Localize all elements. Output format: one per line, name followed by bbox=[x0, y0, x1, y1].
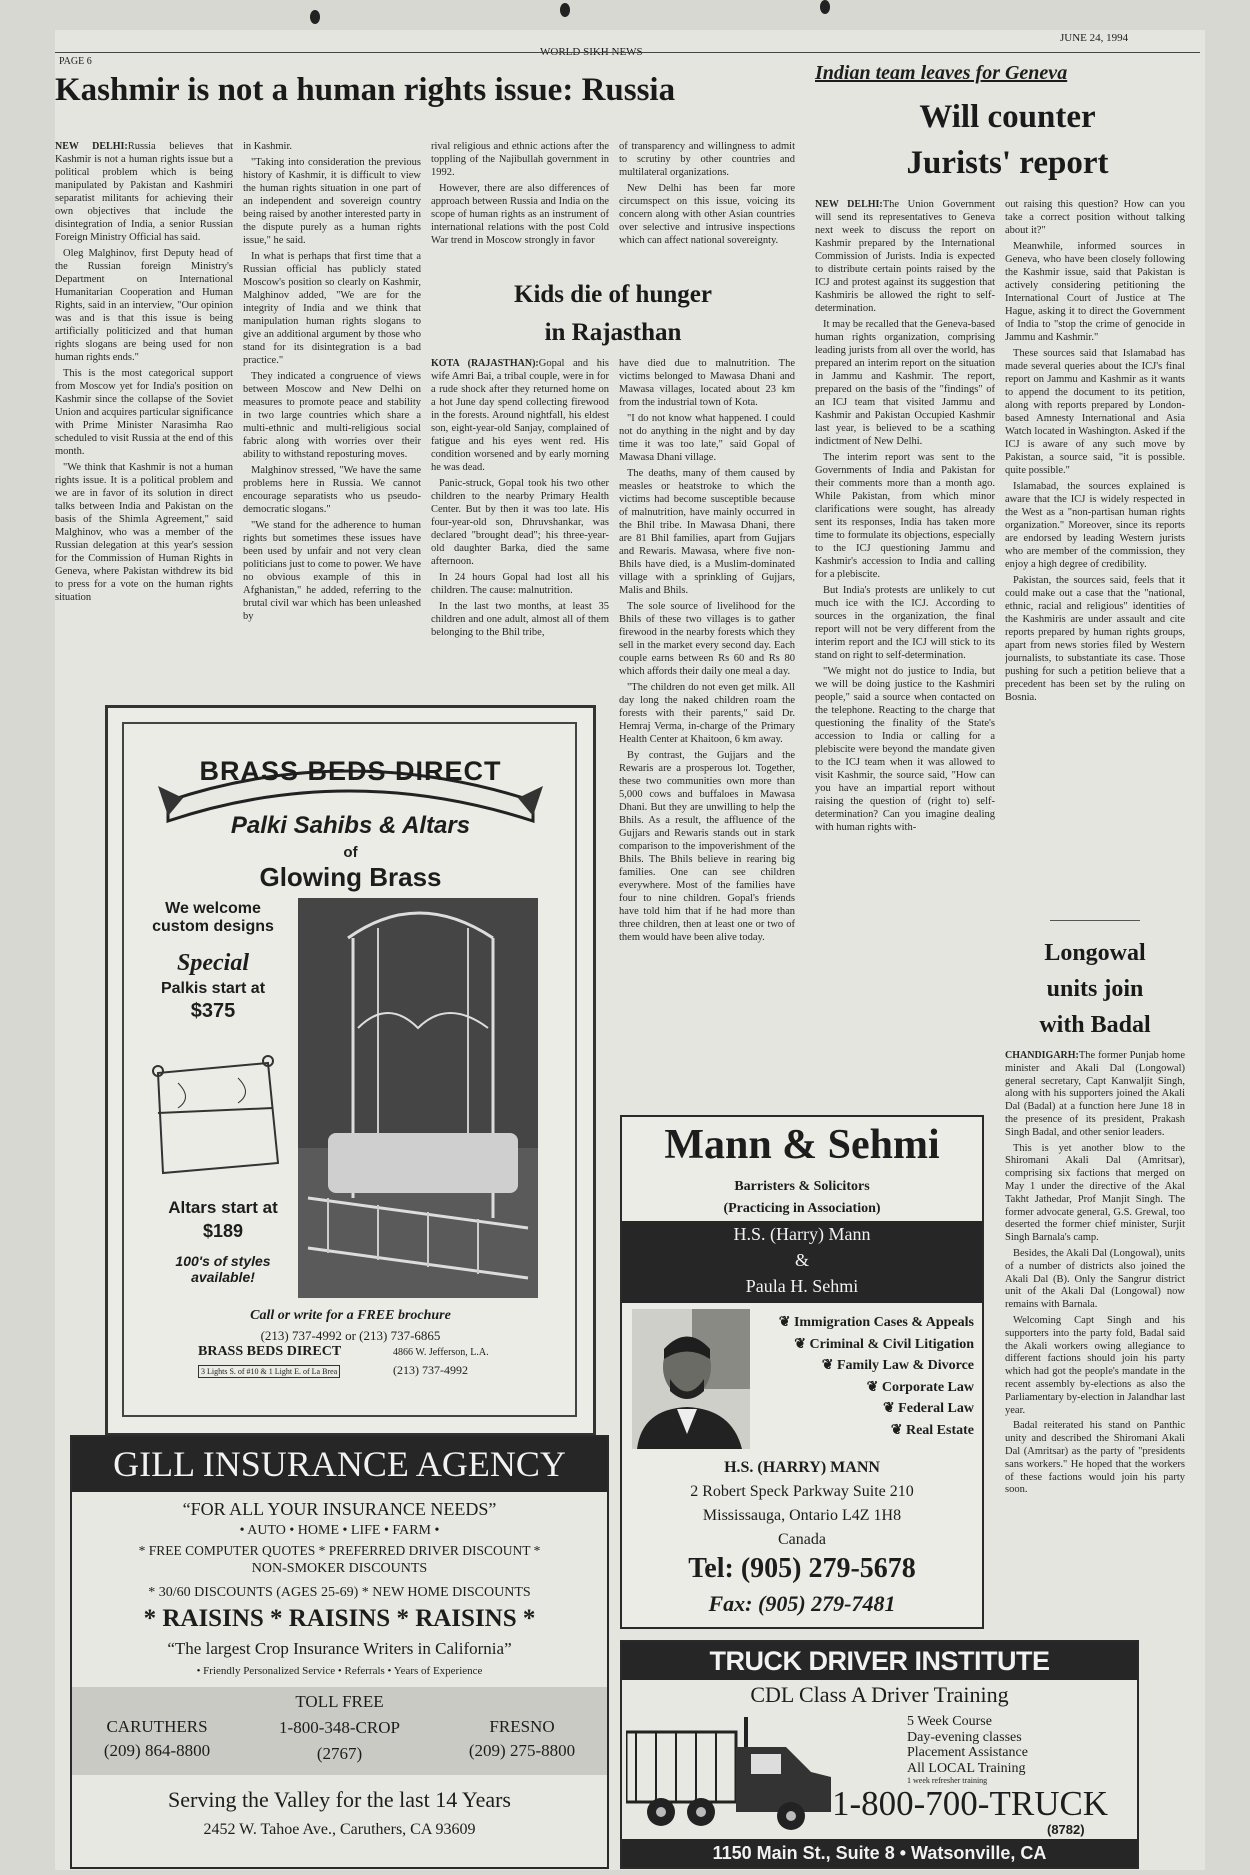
paragraph: of transparency and willingness to admit to scrutiny by other countries and multilateral organizations. bbox=[619, 141, 795, 178]
toll-free-label: TOLL FREE bbox=[295, 1692, 384, 1711]
caruthers-phone: (209) 864-8800 bbox=[103, 1741, 211, 1760]
service-item bbox=[752, 1398, 974, 1420]
of-text: of bbox=[343, 844, 358, 861]
fresno-city: FRESNO bbox=[489, 1717, 555, 1736]
paragraph: But India's protests are unlikely to cut much ice with the ICJ. According to sources in the organization, the final report will not be very different from the interim report and the ICJ will stick to its stand on right to self-determination. bbox=[815, 585, 995, 661]
brass-phone-2: (213) 737-4992 bbox=[393, 1363, 468, 1377]
service-item bbox=[752, 1334, 974, 1356]
paragraph: However, there are also differences of approach between Russia and India on the scope of human rights as an instrument of international relations with the post Cold War trend in Moscow strongly in favor bbox=[431, 183, 609, 246]
rajasthan-headline bbox=[431, 276, 795, 352]
gill-insurance-ad bbox=[70, 1435, 609, 1869]
service-item bbox=[752, 1377, 974, 1399]
truck-item: Placement Assistance bbox=[907, 1745, 1028, 1760]
rajasthan-column-2 bbox=[619, 357, 795, 1092]
service-label: Criminal & Civil Litigation bbox=[809, 1336, 974, 1352]
altars-start-text: Altars start at bbox=[168, 1198, 278, 1217]
geneva-kicker: Indian team leaves for Geneva bbox=[815, 62, 1068, 84]
geneva-column-2 bbox=[1005, 198, 1185, 908]
paragraph: This is the most categorical support from Moscow yet for India's position on Kashmir since the collapse of the Soviet Union and acquires particular significance with Prime Minister Narasimha Rao scheduled to visit Russia at the end of this month. bbox=[55, 368, 233, 457]
brass-beds-banner: BRASS BEDS DIRECT bbox=[199, 756, 502, 786]
paragraph: It may be recalled that the Geneva-based human rights organization, comprising leading jurists from all over the world, has prepared an interim report on the situation in Jammu and Kashmir. The report, prepared on the basis of the "findings" of an ICJ team that visited Jammu and Kashmir and Pakistan Occupied Kashmir last year, is believed to be a scathing indictment of New Delhi. bbox=[815, 319, 995, 447]
service-item bbox=[752, 1355, 974, 1377]
mann-fax: Fax: (905) 279-7481 bbox=[708, 1591, 896, 1616]
issue-date: JUNE 24, 1994 bbox=[1060, 32, 1129, 44]
paragraph: The Union Government will send its representatives to Geneva next week to discuss the report on Kashmir prepared by the International Commission of Jurists. India is expected to distribute certain points raised by the ICJ and protest against its suggestion that Kashmiris be allowed the right to self-determination. bbox=[815, 199, 995, 314]
brass-bed-icon bbox=[298, 898, 538, 1298]
brass-beds-ad bbox=[105, 705, 596, 1436]
bullet-icon: ❦ bbox=[866, 1379, 879, 1395]
paragraph: Panic-struck, Gopal took his two other children to the nearby Primary Health Center. But by then it was too late. His four-year-old son, Dhruvshankar, was declared "brought dead"; his three-year-old daughter Barka, died the same afternoon. bbox=[431, 478, 609, 567]
paragraph: "We stand for the adherence to human rights but sometimes these issues have been used by unfair and not very clean politicians just to come to power. We have no obvious example of this in Afghanistan," he added, referring to the brutal civil war which has been unleashed by bbox=[243, 520, 421, 622]
service-label: Immigration Cases & Appeals bbox=[793, 1315, 974, 1330]
palki-sahibs-line: Palki Sahibs & Altars bbox=[230, 812, 471, 839]
paragraph: "I do not know what happened. I could not do anything in the night and by day time it was too late," said Gopal of Mawasa Dhani village. bbox=[619, 413, 795, 463]
brochure-text: Call or write for a FREE brochure bbox=[250, 1308, 451, 1323]
paragraph: In what is perhaps that first time that a Russian official has publicly stated Moscow's position so clearly on Kashmir, Malghinov added, "We are for the integrity of India and we think that manipulation human rights slogans to give an additional argument by those who stand for its disintegration is a bad practice." bbox=[243, 251, 421, 366]
name-ampersand: & bbox=[794, 1250, 809, 1270]
gill-raisins: * RAISINS * RAISINS * RAISINS * bbox=[143, 1605, 536, 1632]
caruthers-contact bbox=[82, 1715, 232, 1763]
custom-line-2: custom designs bbox=[152, 918, 274, 935]
longowal-headline-line-1: Longowal bbox=[1044, 940, 1146, 966]
bullet-icon: ❦ bbox=[778, 1315, 791, 1330]
truck-phone: 1-800-700-TRUCK bbox=[832, 1784, 1109, 1823]
brass-phones: (213) 737-4992 or (213) 737-6865 bbox=[260, 1328, 441, 1343]
paragraph: The former Punjab home minister and Akali Dal (Longowal) general secretary, Capt Kanwaljit Singh, along with his supporters joined the Akali Dal (Badal) at a function here June 18 in the presence of its president, Prakash Singh Badal, and other senior leaders. bbox=[1005, 1050, 1185, 1138]
longowal-dateline: CHANDIGARH: bbox=[1005, 1050, 1079, 1061]
truck-item: Day-evening classes bbox=[907, 1729, 1022, 1745]
paragraph: New Delhi has been far more circumspect on this issue, voicing its concern along with other Asian countries over selective and intrusive inspections which can affect national sovereignty. bbox=[619, 183, 795, 246]
truck-item: All LOCAL Training bbox=[907, 1760, 1026, 1776]
paragraph: Russia believes that Kashmir is not a human rights issue but a political problem which is being manipulated by Pakistan and Kashmiri separatist militants for achieving their own objectives that include the disintegration of India, a senior Russian Foreign Ministry Official has said. bbox=[55, 141, 233, 243]
paragraph: Oleg Malghinov, first Deputy head of the Russian foreign Ministry's Department on International Humanitarian Cooperation and Human Rights, said in an interview, "Our opinion was and is that this issue is being artificially politicized and that human rights slogans are being used for non human rights ends." bbox=[55, 248, 233, 363]
gill-title: GILL INSURANCE AGENCY bbox=[72, 1437, 607, 1492]
toll-free-digits: (2767) bbox=[316, 1744, 363, 1763]
paragraph: "The children do not even get milk. All day long the naked children roam the forests with their parents," said Dr. Hemraj Verma, in-charge of the Primary Health Center at Khaitoon, 6 km away. bbox=[619, 682, 795, 745]
paragraph: In the last two months, at least 35 children and one adult, almost all of them belonging to the Bhil tribe, bbox=[431, 601, 609, 638]
mann-sehmi-title: Mann & Sehmi bbox=[664, 1122, 940, 1168]
mann-contact-name: H.S. (HARRY) MANN bbox=[724, 1459, 880, 1476]
fresno-phone: (209) 275-8800 bbox=[468, 1741, 576, 1760]
rajasthan-column-1 bbox=[431, 357, 609, 722]
paragraph: Islamabad, the sources explained is aware that the ICJ is widely respected in the West as a "non-partisan human rights organization." Moreover, since its reports are endorsed by leading Western jurists who are member of the commission, they enjoy a high degree of credibility. bbox=[1005, 481, 1185, 570]
brass-address: 4866 W. Jefferson, L.A. bbox=[393, 1347, 489, 1358]
brass-bed-photo bbox=[298, 898, 538, 1298]
kashmir-dateline: NEW DELHI: bbox=[55, 141, 128, 152]
longowal-headline-line-3: with Badal bbox=[1039, 1012, 1151, 1038]
gill-tagline: “FOR ALL YOUR INSURANCE NEEDS” bbox=[182, 1499, 497, 1519]
custom-designs-text bbox=[148, 900, 278, 936]
services-list bbox=[752, 1312, 974, 1441]
caruthers-city: CARUTHERS bbox=[106, 1717, 208, 1736]
kashmir-column-4 bbox=[619, 140, 795, 290]
gill-serving: Serving the Valley for the last 14 Years bbox=[168, 1787, 511, 1812]
page-label: PAGE 6 bbox=[59, 56, 92, 67]
longowal-headline bbox=[1005, 935, 1185, 1043]
longowal-column bbox=[1005, 1050, 1185, 1620]
mann-sub-1: Barristers & Solicitors bbox=[734, 1179, 870, 1194]
kashmir-column-2 bbox=[243, 140, 421, 720]
truck-driver-ad bbox=[620, 1640, 1139, 1869]
service-label: Family Law & Divorce bbox=[837, 1358, 974, 1373]
name-paula-sehmi: Paula H. Sehmi bbox=[745, 1276, 859, 1296]
geneva-headline-line-1: Will counter bbox=[919, 99, 1096, 135]
gill-service: • Friendly Personalized Service • Referrals • Years of Experience bbox=[196, 1665, 483, 1677]
bullet-icon: ❦ bbox=[794, 1336, 806, 1352]
paragraph: In 24 hours Gopal had lost all his children. The cause: malnutrition. bbox=[431, 572, 609, 596]
paragraph: out raising this question? How can you take a correct position without talking about it?" bbox=[1005, 199, 1185, 236]
paragraph: in Kashmir. bbox=[243, 141, 292, 152]
palkis-start-text: Palkis start at bbox=[160, 980, 266, 997]
paragraph: Gopal and his wife Amri Bai, a tribal couple, were in for a rude shock after they returned home on a hot June day spend collecting firewood in the forests. Around nightfall, his eldest son, eight-year-old Sanjay, complained of fatigue and his eyes went red. His condition worsened and by early morning he was dead. bbox=[431, 358, 609, 473]
altars-price: $189 bbox=[202, 1221, 244, 1241]
rajasthan-headline-line-1: Kids die of hunger bbox=[514, 281, 712, 308]
paragraph: have died due to malnutrition. The victims belonged to Mawasa Dhani and Mawasa villages, located about 23 km from the industrial town of Kota. bbox=[619, 358, 795, 408]
longowal-headline-line-2: units join bbox=[1046, 976, 1144, 1002]
mann-sehmi-ad bbox=[620, 1115, 984, 1629]
truck-title: TRUCK DRIVER INSTITUTE bbox=[622, 1642, 1137, 1680]
binder-hole-icon bbox=[820, 0, 830, 14]
binder-hole-icon bbox=[310, 10, 320, 24]
fresno-contact bbox=[447, 1715, 597, 1763]
mann-addr-1: 2 Robert Speck Parkway Suite 210 bbox=[690, 1483, 914, 1500]
truck-item: 5 Week Course bbox=[907, 1714, 992, 1729]
paragraph: rival religious and ethnic actions after the toppling of the Najibullah government in 1992. bbox=[431, 141, 609, 178]
portrait-icon bbox=[632, 1309, 750, 1449]
toll-free-number: 1-800-348-CROP bbox=[279, 1718, 400, 1737]
gill-address: 2452 W. Tahoe Ave., Caruthers, CA 93609 bbox=[203, 1821, 476, 1838]
truck-refresher: 1 week refresher training bbox=[907, 1776, 988, 1785]
gill-discounts: * 30/60 DISCOUNTS (AGES 25-69) * NEW HOME DISCOUNTS bbox=[148, 1585, 531, 1600]
geneva-column-1 bbox=[815, 198, 995, 1093]
paragraph: This is yet another blow to the Shiromani Akali Dal (Amritsar), comprising six factions that merged on May 1 under the directive of the Akal Takht Jathedar, Prof Manjit Singh. The former advocate general, G.S. Grewal, too deserted the former chief minister, Surjit Singh Barnala's camp. bbox=[1005, 1142, 1185, 1244]
truck-address: 1150 Main St., Suite 8 • Watsonville, CA bbox=[622, 1839, 1137, 1867]
bullet-icon: ❦ bbox=[882, 1401, 895, 1416]
mann-sub-2: (Practicing in Association) bbox=[723, 1201, 881, 1216]
truck-icon bbox=[626, 1712, 836, 1832]
kashmir-column-1 bbox=[55, 140, 233, 720]
paragraph: By contrast, the Gujjars and the Rewaris are a prosperous lot. Together, these two communities own more than 5,000 cows and buffaloes in Mawasa Dhani. But they are unwilling to help the Bhils. As a result, the affluence of the Gujjars and Rewaris stands out in stark comparison to the impoverishment of the Bhils. The Bhils believe in rearing big families. One can see children everywhere. Most of the families have four to nine children. Gopal's friends have told him that if he had more than three children, then at least one or two of them would have been alive today. bbox=[619, 750, 795, 943]
service-label: Corporate Law bbox=[881, 1379, 974, 1395]
gill-types: • AUTO • HOME • LIFE • FARM • bbox=[239, 1523, 440, 1538]
name-harry-mann: H.S. (Harry) Mann bbox=[733, 1224, 871, 1244]
newspaper-page bbox=[55, 30, 1205, 1870]
mann-tel: Tel: (905) 279-5678 bbox=[688, 1553, 916, 1584]
rajasthan-dateline: KOTA (RAJASTHAN): bbox=[431, 358, 539, 369]
gill-largest: “The largest Crop Insurance Writers in California” bbox=[167, 1639, 512, 1658]
brass-company: BRASS BEDS DIRECT bbox=[198, 1344, 342, 1359]
paragraph: The interim report was sent to the Governments of India and Pakistan for their comments more than a month ago. While Pakistan, from which minor clarifications were sought, has already sent its responses, India has taken more time to formulate its objections, especially to the ICJ questioning Jammu and Kashmir's accession to India and calling for a plebiscite. bbox=[815, 452, 995, 580]
kashmir-headline: Kashmir is not a human rights issue: Russia bbox=[55, 72, 676, 108]
paragraph: The sole source of livelihood for the Bhils of these two villages is to gather firewood in the nearby forests which they sell in the market every second day. Each couple earns between Rs 60 and Rs 80 which affords their daily one meal a day. bbox=[619, 601, 795, 677]
styles-line-2: available! bbox=[191, 1269, 255, 1285]
paragraph: "We might not do justice to India, but we will be doing justice to the Kashmiri people," said a source when contacted on the telephone. Reacting to the charge that questioning the finality of the State's accession to India or calling for a plebiscite were beyond the mandate given to the ICJ team when it was allowed to visit Kashmir, the source said, "How can you have an impartial report without raising the question of (right to) self-determination? Can you imagine dealing with human rights with- bbox=[815, 666, 995, 833]
palkis-price: $375 bbox=[190, 1000, 236, 1022]
truck-subtitle: CDL Class A Driver Training bbox=[750, 1682, 1009, 1707]
header-rule bbox=[55, 52, 1200, 53]
paragraph: Badal reiterated his stand on Panthic unity and described the Shiromani Akali Dal (Amritsar) as the party of "presidents sans workers." He hoped that the workers of these factions would join his party soon. bbox=[1005, 1420, 1185, 1496]
rajasthan-headline-line-2: in Rajasthan bbox=[544, 319, 682, 346]
altar-icon bbox=[148, 1053, 288, 1183]
styles-available-text bbox=[148, 1253, 298, 1285]
service-item bbox=[752, 1312, 974, 1334]
harry-mann-photo bbox=[632, 1309, 750, 1449]
kashmir-column-3 bbox=[431, 140, 609, 290]
mann-names-band bbox=[622, 1221, 982, 1303]
divider bbox=[1050, 920, 1140, 921]
mann-addr-2: Mississauga, Ontario L4Z 1H8 bbox=[702, 1507, 902, 1524]
service-label: Federal Law bbox=[898, 1401, 974, 1416]
mann-addr-3: Canada bbox=[778, 1531, 826, 1548]
geneva-headline-line-2: Jurists' report bbox=[906, 145, 1109, 181]
paper-name: WORLD SIKH NEWS bbox=[540, 46, 643, 58]
bullet-icon: ❦ bbox=[821, 1358, 834, 1373]
truck-phone-digits: (8782) bbox=[1047, 1822, 1085, 1837]
truck-items bbox=[907, 1714, 1028, 1785]
special-text: Special bbox=[177, 950, 249, 976]
paragraph: Malghinov stressed, "We have the same problems here in Russia. We cannot encourage separatists who us pseudo-democratic slogans." bbox=[243, 465, 421, 515]
paragraph: Pakistan, the sources said, feels that it could make out a case that the "national, ethnic, racial and religious" identities of the Kashmiris are under assault and cite reports prepared by human rights groups, apart from news stories filed by Western journalists, to substantiate its case. Those pushing for such a petition believe that a precedent has been set by the ruling on Bosnia. bbox=[1005, 575, 1185, 703]
paragraph: Welcoming Capt Singh and his supporters into the party fold, Badal said the Akali workers owing allegiance to different factions should join his party which had got the people's mandate in the recent assembly by-elections as also the Parliamentary by-election in Jalandhar last year. bbox=[1005, 1314, 1185, 1416]
brass-directions: 3 Lights S. of #10 & 1 Light E. of La Brea bbox=[198, 1365, 340, 1378]
paragraph: The deaths, many of them caused by measles or heatstroke to which the victims had become susceptible because of malnutrition, have mainly occurred in the Bhil tribe. In Mawasa Dhani, there are 81 Bhil families, apart from Gujjars and Rewaris. Mawasa, where five non-Bhils have died, is a Muslim-dominated village with a sprinkling of Gujjars, Malis and Bhils. bbox=[619, 468, 795, 596]
styles-line-1: 100's of styles bbox=[175, 1253, 271, 1269]
paragraph: "Taking into consideration the previous history of Kashmir, it is difficult to view the human rights situation in one part of an independent and sovereign country being raised by another interested party in the dispute purely as a human rights issue," he said. bbox=[243, 157, 421, 246]
custom-line-1: We welcome bbox=[165, 900, 261, 917]
paragraph: Meanwhile, informed sources in Geneva, who have been closely following the Kashmir issue, said that Pakistan is actively considering petitioning the International Court of Justice at The Hague, asking it to direct the Government of India to "stop the crime of genocide in Jammu and Kashmir." bbox=[1005, 241, 1185, 343]
binder-hole-icon bbox=[560, 3, 570, 17]
service-item bbox=[752, 1420, 974, 1442]
paragraph: "We think that Kashmir is not a human rights issue. It is a political problem and we are in favor of its solution in direct talks between India and Pakistan on the basis of the Shimla Agreement," said Malghinov, who was a member of the Russian delegation at this year's session for the Commission of Human Rights in Geneva, where Pakistan withdrew its bid to press for a vote on the human rights situation bbox=[55, 462, 233, 603]
paragraph: They indicated a congruence of views between Moscow and New Delhi on measures to promote peace and stability in two large countries which share a multi-ethnic and multi-religious social fabric along with worries over their ability to withstand reposturing moves. bbox=[243, 371, 421, 460]
geneva-headline bbox=[815, 94, 1200, 186]
paragraph: Besides, the Akali Dal (Longowal), units of a number of districts also joined the Akali Dal (B). Only the Sangrur district unit of the Akali Dal (Longowal) now remains with Barnala. bbox=[1005, 1247, 1185, 1311]
toll-free-contact bbox=[242, 1689, 437, 1767]
bullet-icon: ❦ bbox=[890, 1422, 903, 1438]
service-label: Real Estate bbox=[905, 1422, 974, 1438]
paragraph: These sources said that Islamabad has made several queries about the ICJ's final report on Jammu and Kashmir as it wants to append the document to its petition, along with reports prepared by London-based Amnesty International and Asia Watch located in Washington. Asked if the ICJ is aware of any such move by Pakistan, a source said, "it is possible. quite possible." bbox=[1005, 348, 1185, 476]
glowing-brass-line: Glowing Brass bbox=[259, 862, 442, 892]
gill-quotes: * FREE COMPUTER QUOTES * PREFERRED DRIVER DISCOUNT * bbox=[138, 1543, 541, 1558]
gill-nonsmoker: NON-SMOKER DISCOUNTS bbox=[251, 1561, 428, 1576]
geneva-dateline: NEW DELHI: bbox=[815, 199, 883, 210]
